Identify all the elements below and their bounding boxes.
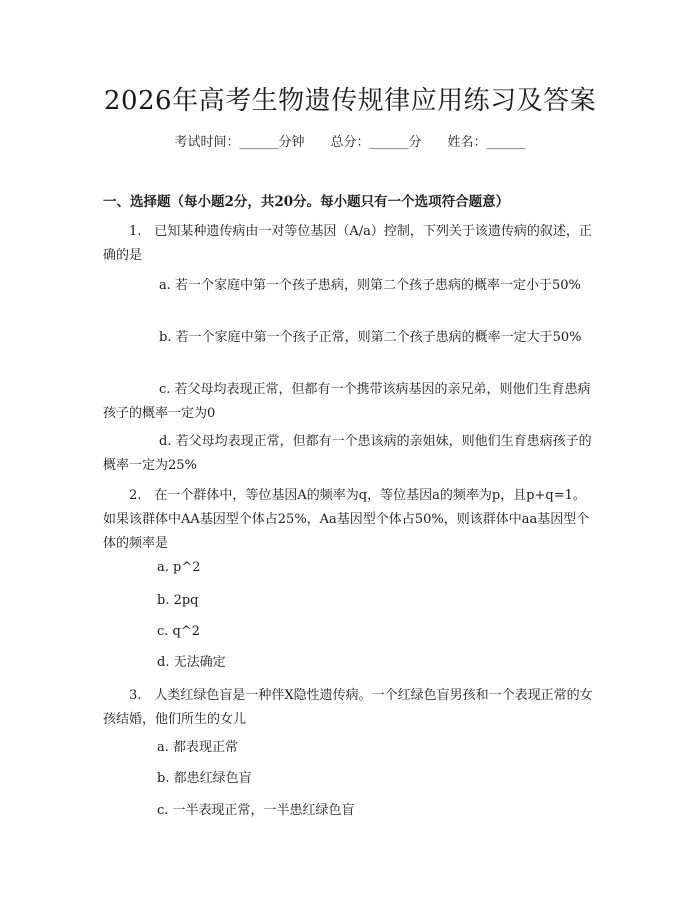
score-label: 总分： bbox=[330, 135, 370, 150]
section-heading: 一、选择题（每小题2分，共20分。每小题只有一个选项符合题意） bbox=[103, 194, 510, 210]
score-unit: 分 bbox=[408, 135, 422, 150]
question-1-stem: 1. 已知某种遗传病由一对等位基因（A/a）控制，下列关于该遗传病的叙述，正确的是 bbox=[103, 224, 592, 263]
page-title: 2026年高考生物遗传规律应用练习及答案 bbox=[103, 86, 597, 116]
question-2-option-c: c. q^2 bbox=[157, 624, 201, 639]
question-1-option-b: b. 若一个家庭中第一个孩子正常，则第二个孩子患病的概率一定大于50% bbox=[159, 330, 582, 345]
time-blank: ______ bbox=[239, 135, 279, 150]
question-2-stem: 2. 在一个群体中，等位基因A的频率为q，等位基因a的频率为p，且p+q=1。如果该群体中AA基因型个体占25%，Aa基因型个体占50%，则该群体中aa基因型个体的频率是 bbox=[103, 488, 590, 551]
question-2-option-d: d. 无法确定 bbox=[157, 655, 226, 670]
time-label: 考试时间： bbox=[174, 135, 240, 150]
name-blank: ______ bbox=[486, 135, 526, 150]
question-3-option-a: a. 都表现正常 bbox=[157, 740, 239, 755]
exam-info-line bbox=[0, 131, 700, 150]
question-3-option-b: b. 都患红绿色盲 bbox=[157, 771, 252, 786]
question-2-option-a: a. p^2 bbox=[157, 560, 201, 575]
question-1-option-d: d. 若父母均表现正常，但都有一个患该病的亲姐妹，则他们生育患病孩子的概率一定为25% bbox=[103, 434, 592, 473]
question-1-option-a: a. 若一个家庭中第一个孩子患病，则第二个孩子患病的概率一定小于50% bbox=[159, 278, 581, 293]
score-blank: ______ bbox=[369, 135, 409, 150]
name-label: 姓名： bbox=[447, 135, 487, 150]
question-3-option-c: c. 一半表现正常，一半患红绿色盲 bbox=[157, 803, 355, 818]
time-unit: 分钟 bbox=[278, 135, 305, 150]
question-1-option-c: c. 若父母均表现正常，但都有一个携带该病基因的亲兄弟，则他们生育患病孩子的概率一定为0 bbox=[103, 382, 591, 421]
question-2-option-b: b. 2pq bbox=[157, 593, 199, 608]
question-3-stem: 3. 人类红绿色盲是一种伴X隐性遗传病。一个红绿色盲男孩和一个表现正常的女孩结婚，他们所生的女儿 bbox=[103, 688, 593, 727]
